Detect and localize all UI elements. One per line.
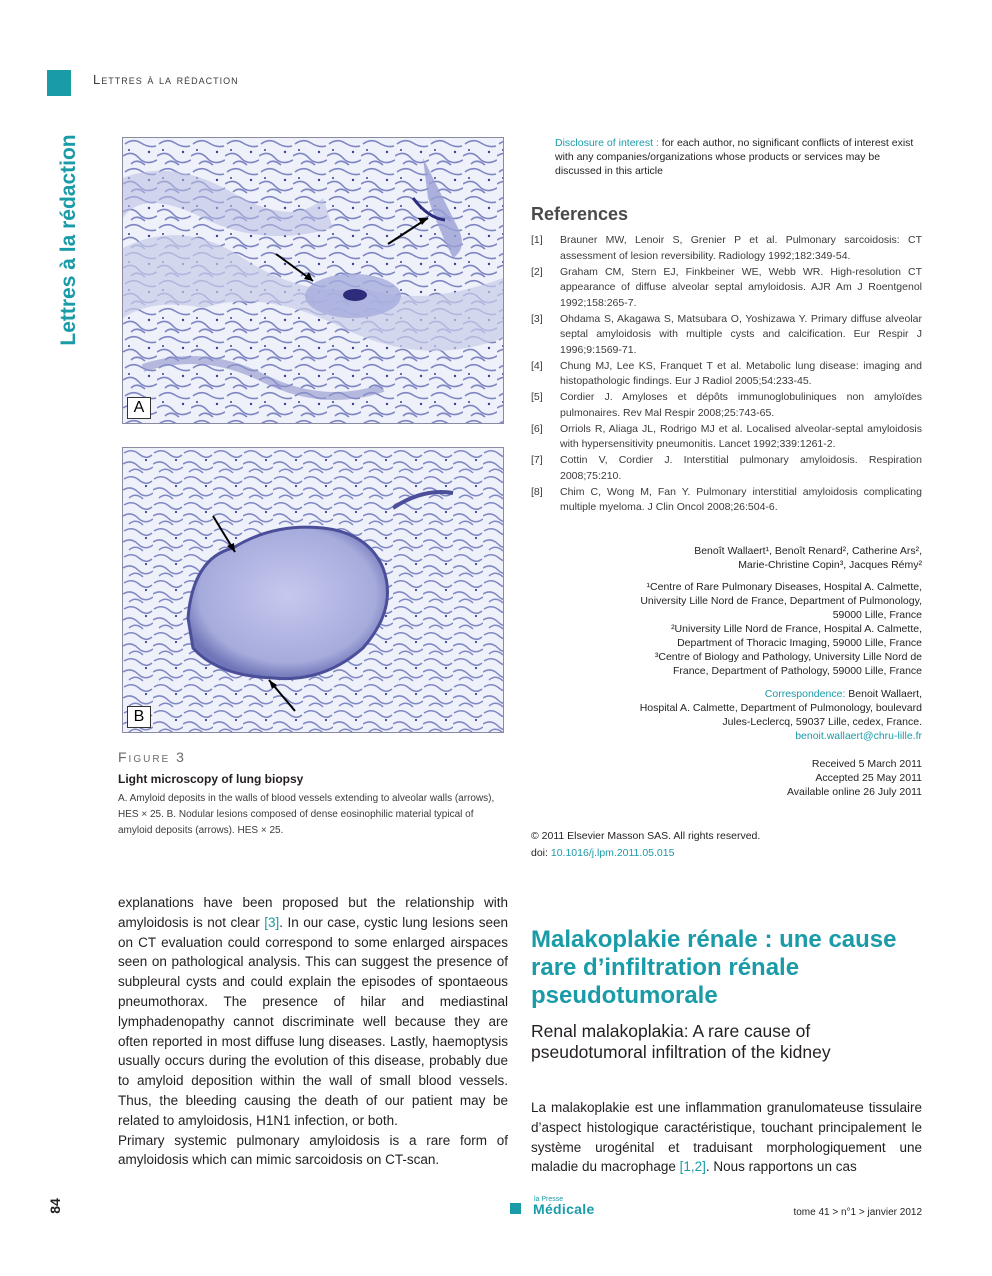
author-list <box>542 544 922 572</box>
correspondence <box>542 687 922 743</box>
affiliation-line: ¹Centre of Rare Pulmonary Diseases, Hospital A. Calmette, <box>646 581 922 593</box>
reference-number: [4] <box>531 359 543 372</box>
right-column-body <box>531 1098 922 1177</box>
body-paragraph <box>118 893 508 1131</box>
reference-item <box>531 359 922 390</box>
reference-number: [2] <box>531 265 543 278</box>
authors-line-1: Benoît Wallaert¹, Benoît Renard², Catherine Ars², <box>694 545 922 557</box>
affiliation-line: Department of Thoracic Imaging, 59000 Lille, France <box>677 637 922 649</box>
reference-number: [6] <box>531 422 543 435</box>
body-text: . Nous rapportons un cas <box>705 1159 857 1175</box>
figure-panel-b <box>122 447 504 733</box>
reference-item <box>531 422 922 453</box>
body-paragraph: Primary systemic pulmonary amyloidosis is a rare form of amyloidosis which can mimic sarcoidosis on CT-scan. <box>118 1132 508 1168</box>
figure-panel-a <box>122 137 504 424</box>
article-dates <box>622 757 922 799</box>
reference-number: [5] <box>531 391 543 403</box>
references-list <box>531 233 922 516</box>
reference-item <box>531 485 922 516</box>
section-marker <box>47 70 71 96</box>
doi-link[interactable]: 10.1016/j.lpm.2011.05.015 <box>550 847 675 859</box>
date-online: Available online 26 July 2011 <box>786 786 922 798</box>
reference-number: [3] <box>531 312 543 325</box>
figure-number: Figure 3 <box>118 749 186 765</box>
journal-logo-small: la Presse <box>534 1196 564 1203</box>
reference-text: Ohdama S, Akagawa S, Matsubara O, Yoshizawa Y. Primary diffuse alveolar septal amyloidosis with multiple cysts and calcification. Eur Respir J 1996;9:1569-71. <box>560 312 922 356</box>
left-column-body <box>118 893 508 1170</box>
reference-number: [8] <box>531 485 543 498</box>
citation-link[interactable]: [3] <box>264 914 280 930</box>
affiliation-line: France, Department of Pathology, 59000 Lille, France <box>672 665 922 677</box>
reference-text: Chim C, Wong M, Fan Y. Pulmonary interstitial amyloidosis complicating multiple myeloma. J Clin Oncol 2008;26:504-6. <box>560 485 922 513</box>
affiliation-line: University Lille Nord de France, Department of Pulmonology, <box>640 595 922 607</box>
date-accepted: Accepted 25 May 2011 <box>815 772 922 784</box>
panel-a-label: A <box>127 397 151 419</box>
reference-text: Chung MJ, Lee KS, Franquet T et al. Metabolic lung disease: imaging and histopathologic findings. Eur J Radiol 2005;54:233-45. <box>560 359 922 387</box>
body-text: explanations have been proposed but the relationship with amyloidosis is not clear <box>118 895 508 930</box>
article-subtitle: Renal malakoplakia: A rare cause of pseudotumoral infiltration of the kidney <box>531 1021 831 1062</box>
reference-item <box>531 312 922 359</box>
affiliations <box>542 580 922 678</box>
page-number: 84 <box>47 1198 63 1214</box>
correspondence-address-2: Jules-Leclercq, 59037 Lille, cedex, France. <box>722 716 922 728</box>
correspondence-label: Correspondence: <box>764 688 846 700</box>
date-received: Received 5 March 2011 <box>811 758 922 770</box>
body-text: La malakoplakie est une inflammation granulomateuse tissulaire d’aspect histologique caractéristique, touchant principalement le système urogénital et traduisant morphologiquement une maladie du macrophage <box>531 1100 922 1175</box>
correspondence-address-1: Hospital A. Calmette, Department of Pulmonology, boulevard <box>639 702 922 714</box>
figure-title: Light microscopy of lung biopsy <box>118 772 304 786</box>
disclosure-label: Disclosure of interest : <box>555 137 659 149</box>
affiliation-line: 59000 Lille, France <box>832 609 922 621</box>
issue-info: tome 41 > n°1 > janvier 2012 <box>793 1207 922 1218</box>
reference-text: Graham CM, Stern EJ, Finkbeiner WE, Webb WR. High-resolution CT appearance of diffuse alveolar septal amyloidosis. AJR Am J Roentgenol 1992;158:265-7. <box>560 265 922 309</box>
reference-item <box>531 453 922 484</box>
reference-item <box>531 233 922 264</box>
authors-line-2: Marie-Christine Copin³, Jacques Rémy² <box>738 559 922 571</box>
citation-link[interactable]: [1,2] <box>679 1159 706 1175</box>
figure-caption: A. Amyloid deposits in the walls of blood vessels extending to alveolar walls (arrows), HES × 25. B. Nodular lesions composed of dense eosinophilic material typical of amyloid deposits (arrows). HES × 25. <box>118 793 495 836</box>
reference-text: Cottin V, Cordier J. Interstitial pulmonary amyloidosis. Respiration 2008;75:210. <box>560 454 922 482</box>
correspondence-email-link[interactable]: benoit.wallaert@chru-lille.fr <box>795 730 922 742</box>
reference-number: [7] <box>531 454 543 466</box>
copyright-text: © 2011 Elsevier Masson SAS. All rights reserved. <box>531 830 761 842</box>
disclosure-text: for each author, no significant conflicts of interest exist with any companies/organizations whose products or services may be discussed in this article <box>555 137 914 177</box>
disclosure <box>555 136 922 178</box>
journal-logo: Médicale <box>533 1201 595 1217</box>
correspondence-name: Benoit Wallaert, <box>845 688 922 700</box>
references-title: References <box>531 204 629 224</box>
micrograph-b <box>123 448 503 732</box>
article-title: Malakoplakie rénale : une cause rare d’infiltration rénale pseudotumorale <box>531 926 897 1009</box>
reference-text: Orriols R, Aliaga JL, Rodrigo MJ et al. Localised alveolar-septal amyloidosis with hypersensitivity pneumonitis. Lancet 1992;339:1261-2. <box>560 422 922 450</box>
micrograph-a <box>123 138 503 423</box>
reference-number: [1] <box>531 234 543 246</box>
copyright-block <box>531 828 760 862</box>
doi-label: doi: <box>531 847 551 859</box>
reference-item <box>531 390 922 421</box>
side-section-label: Lettres à la rédaction <box>57 134 80 346</box>
body-text: . In our case, cystic lung lesions seen on CT evaluation could correspond to some enlarged airspaces seen on pathological analysis. This can suggest the presence of subpleural cysts and could explain the episodes of spontaeous pneumothorax. The presence of hilar and mediastinal lymphadenopathy cannot discriminate well because they are often reported in most diffuse lung diseases. Lastly, haemoptysis usually occurs during the evolution of this disease, probably due to amyloid deposition within the wall of small blood vessels. Thus, the bleeding causing the death of our patient may be related to amyloidosis, H1N1 infection, or both. <box>118 914 508 1128</box>
reference-text: Cordier J. Amyloses et dépôts immunoglobuliniques non amyloïdes pulmonaires. Rev Mal Respir 2008;25:743-65. <box>560 391 922 419</box>
reference-text: Brauner MW, Lenoir S, Grenier P et al. Pulmonary sarcoidosis: CT assessment of lesion reversibility. Radiology 1992;182:349-54. <box>560 234 922 262</box>
running-head: Lettres à la rédaction <box>93 72 239 87</box>
affiliation-line: ³Centre of Biology and Pathology, University Lille Nord de <box>654 651 922 663</box>
panel-b-label: B <box>127 706 151 728</box>
logo-square-icon <box>510 1203 521 1214</box>
affiliation-line: ²University Lille Nord de France, Hospital A. Calmette, <box>671 623 922 635</box>
reference-item <box>531 265 922 312</box>
